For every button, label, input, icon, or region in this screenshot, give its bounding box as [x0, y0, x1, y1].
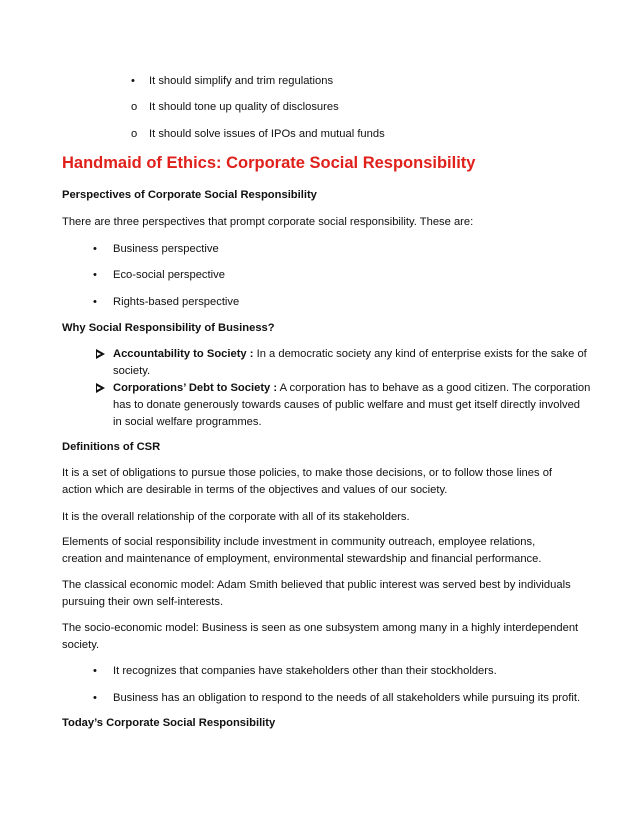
- why-item-line: [113, 381, 590, 395]
- paragraph-line: The socio-economic model: Business is seen as one subsystem among many in a highly interdependent: [62, 622, 579, 634]
- arrow-bullet-icon: [96, 383, 105, 393]
- why-item-text: has to donate generously towards causes of public welfare and must get itself directly involved: [113, 399, 581, 411]
- today-heading: Today’s Corporate Social Responsibility: [62, 717, 276, 729]
- paragraph-line: It is a set of obligations to pursue those policies, to make those decisions, or to follow those lines of: [62, 467, 553, 479]
- list-item: It should simplify and trim regulations: [149, 75, 334, 87]
- list-item: Rights-based perspective: [113, 296, 240, 308]
- bullet-marker: •: [93, 269, 97, 281]
- section-heading: Handmaid of Ethics: Corporate Social Responsibility: [62, 154, 476, 172]
- paragraph-line: Elements of social responsibility include investment in community outreach, employee relations,: [62, 536, 536, 548]
- list-item: Eco-social perspective: [113, 269, 225, 281]
- paragraph-line: It is the overall relationship of the corporate with all of its stakeholders.: [62, 511, 410, 523]
- why-item-text: In a democratic society any kind of enterprise exists for the sake of: [256, 348, 587, 360]
- why-item-label: Accountability to Society :: [113, 348, 254, 360]
- bullet-marker: •: [93, 692, 97, 704]
- why-item-text: in social welfare programmes.: [113, 416, 262, 428]
- why-item-label: Corporations’ Debt to Society :: [113, 382, 278, 394]
- bullet-marker: •: [93, 296, 97, 308]
- why-item-line: [113, 347, 587, 361]
- bullet-marker: •: [93, 665, 97, 677]
- list-item: It recognizes that companies have stakeholders other than their stockholders.: [113, 665, 497, 677]
- bullet-marker: •: [93, 243, 97, 255]
- bullet-marker: o: [131, 101, 138, 113]
- arrow-bullet-icon: [96, 349, 105, 359]
- list-item: Business perspective: [113, 243, 219, 255]
- paragraph-line: creation and maintenance of employment, environmental stewardship and financial performance.: [62, 553, 542, 565]
- list-item: Business has an obligation to respond to the needs of all stakeholders while pursuing its profit.: [113, 692, 581, 704]
- paragraph-line: pursuing their own self-interests.: [62, 596, 224, 608]
- list-item: It should tone up quality of disclosures: [149, 101, 339, 113]
- perspectives-intro: There are three perspectives that prompt corporate social responsibility. These are:: [62, 216, 474, 228]
- bullet-marker: •: [131, 75, 135, 87]
- paragraph-line: The classical economic model: Adam Smith believed that public interest was served best by individuals: [62, 579, 571, 591]
- paragraph-line: action which are desirable in terms of the objectives and values of our society.: [62, 484, 448, 496]
- bullet-marker: o: [131, 128, 138, 140]
- perspectives-heading: Perspectives of Corporate Social Responsibility: [62, 189, 317, 201]
- why-heading: Why Social Responsibility of Business?: [62, 322, 275, 334]
- why-item-text: A corporation has to behave as a good citizen. The corporation: [279, 382, 591, 394]
- list-item: It should solve issues of IPOs and mutual funds: [149, 128, 385, 140]
- why-item-text: society.: [113, 365, 151, 377]
- paragraph-line: society.: [62, 639, 100, 651]
- definitions-heading: Definitions of CSR: [62, 441, 161, 453]
